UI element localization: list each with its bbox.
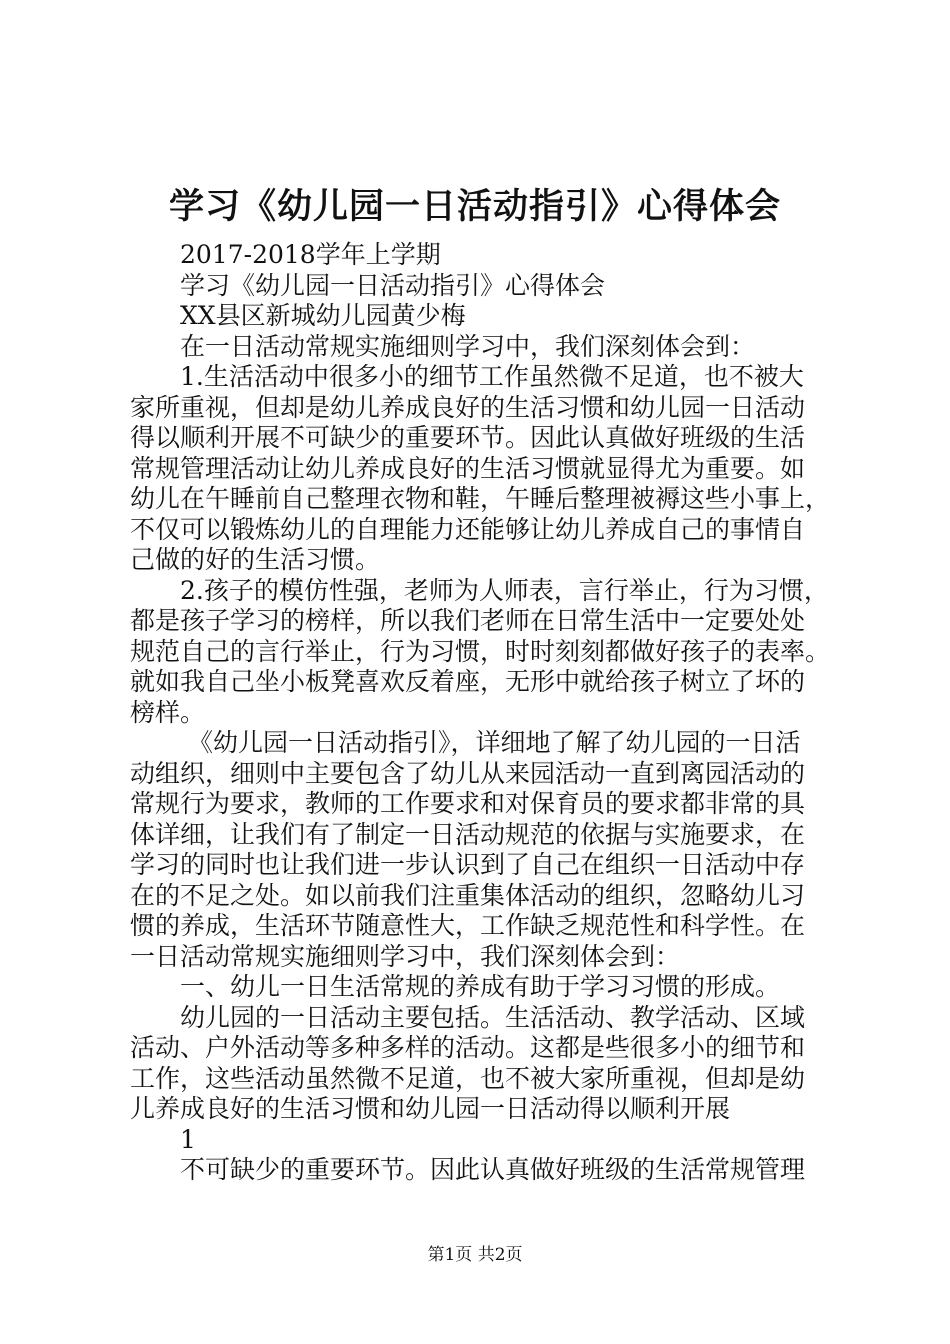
text-line: 常规管理活动让幼儿养成良好的生活习惯就显得尤为重要。如 <box>130 453 806 483</box>
text-line: 惯的养成，生活环节随意性大，工作缺乏规范性和科学性。在 <box>130 911 806 940</box>
text-line: 不可缺少的重要环节。因此认真做好班级的生活常规管理 <box>180 1155 806 1184</box>
text-line: XX县区新城幼儿园黄少梅 <box>180 301 466 330</box>
page-number-in-text: 1 <box>180 1124 196 1154</box>
text-line: 儿养成良好的生活习惯和幼儿园一日活动得以顺利开展 <box>130 1094 731 1123</box>
text-line: 在一日活动常规实施细则学习中，我们深刻体会到： <box>180 331 756 361</box>
document-title: 学习《幼儿园一日活动指引》心得体会 <box>168 187 781 227</box>
text-line: 1.生活活动中很多小的细节工作虽然微不足道，也不被大 <box>180 362 804 391</box>
text-line: 不仅可以锻炼幼儿的自理能力还能够让幼儿养成自己的事情自 <box>130 514 806 544</box>
text-line: 幼儿园的一日活动主要包括。生活活动、教学活动、区域 <box>180 1002 806 1032</box>
text-line: 学习《幼儿园一日活动指引》心得体会 <box>180 270 606 300</box>
text-line: 2.孩子的模仿性强，老师为人师表，言行举止，行为习惯， <box>180 575 829 605</box>
text-line: 动组织，细则中主要包含了幼儿从来园活动一直到离园活动的 <box>130 758 806 788</box>
text-line: 工作，这些活动虽然微不足道，也不被大家所重视，但却是幼 <box>130 1063 806 1093</box>
text-line: 学习的同时也让我们进一步认识到了自己在组织一日活动中存 <box>130 850 806 879</box>
text-line: 幼儿在午睡前自己整理衣物和鞋，午睡后整理被褥这些小事上， <box>130 484 831 513</box>
text-line: 2017-2018学年上学期 <box>180 240 441 269</box>
text-line: 得以顺利开展不可缺少的重要环节。因此认真做好班级的生活 <box>130 423 806 452</box>
text-line: 己做的好的生活习惯。 <box>130 545 381 574</box>
document-body <box>130 240 854 1186</box>
page-footer: 第1页 共2页 <box>427 1245 523 1265</box>
text-line: 就如我自己坐小板凳喜欢反着座，无形中就给孩子树立了坏的 <box>130 667 806 696</box>
text-line: 《幼儿园一日活动指引》，详细地了解了幼儿园的一日活 <box>188 728 801 757</box>
text-line: 榜样。 <box>130 697 206 727</box>
text-line: 一日活动常规实施细则学习中，我们深刻体会到： <box>130 941 681 971</box>
text-line: 在的不足之处。如以前我们注重集体活动的组织，忽略幼儿习 <box>130 880 806 910</box>
text-line: 规范自己的言行举止，行为习惯，时时刻刻都做好孩子的表率。 <box>130 636 831 666</box>
text-line: 一、幼儿一日生活常规的养成有助于学习习惯的形成。 <box>180 972 781 1001</box>
text-line: 家所重视，但却是幼儿养成良好的生活习惯和幼儿园一日活动 <box>130 392 806 422</box>
text-line: 活动、户外活动等多种多样的活动。这都是些很多小的细节和 <box>130 1033 806 1062</box>
text-line: 体详细，让我们有了制定一日活动规范的依据与实施要求，在 <box>130 819 806 849</box>
text-line: 常规行为要求，教师的工作要求和对保育员的要求都非常的具 <box>130 789 806 818</box>
text-line: 都是孩子学习的榜样，所以我们老师在日常生活中一定要处处 <box>130 606 806 635</box>
